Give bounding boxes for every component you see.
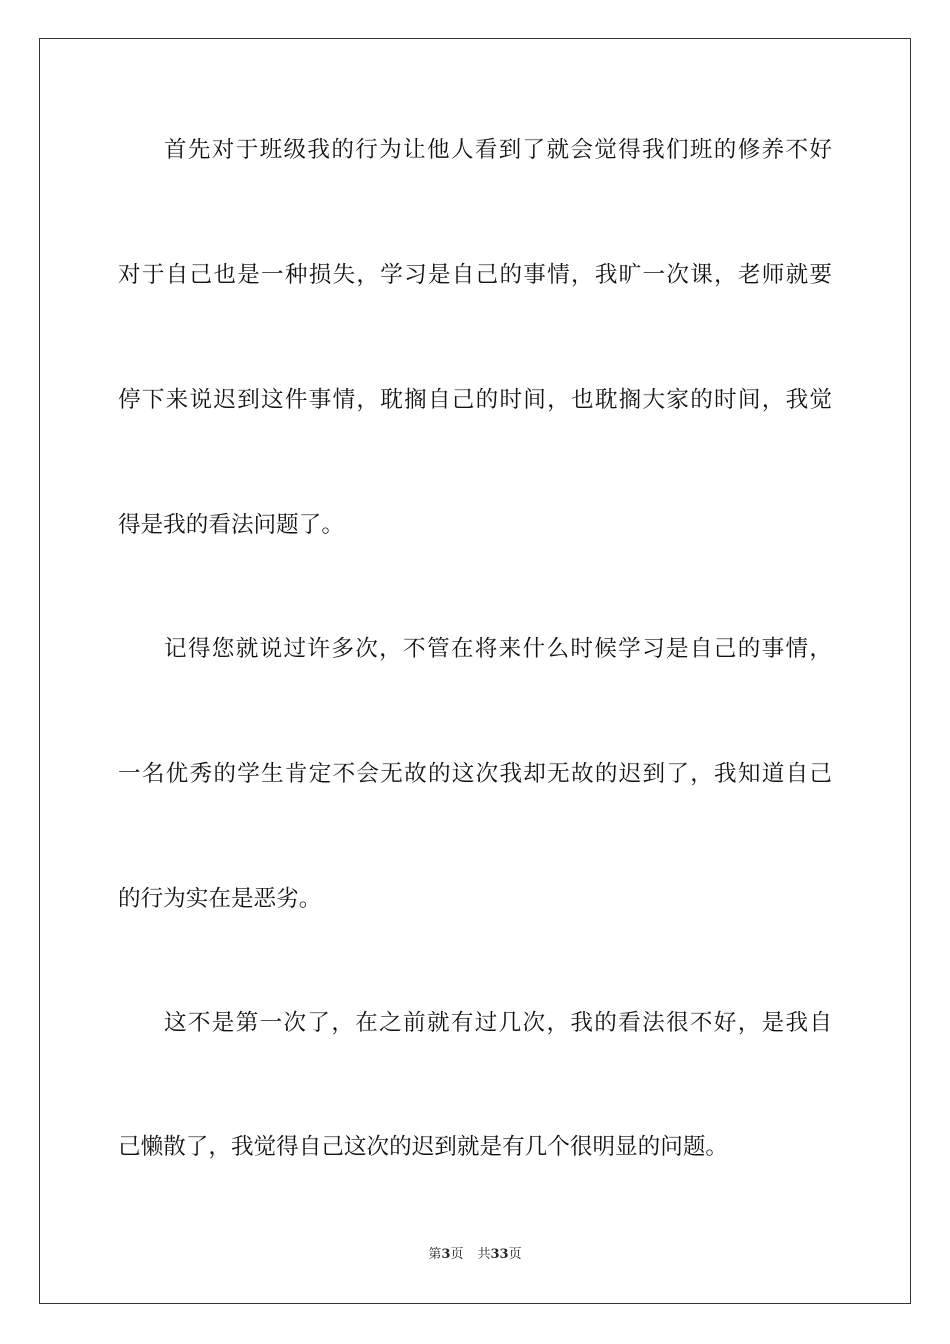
page-suffix: 页 — [450, 1247, 464, 1262]
paragraph-2-line-2: 一名优秀的学生肯定不会无故的这次我却无故的迟到了，我知道自己 — [118, 761, 832, 787]
paragraph-2-line-1: 记得您就说过许多次，不管在将来什么时候学习是自己的事情， — [164, 636, 832, 662]
paragraph-1-line-2: 对于自己也是一种损失，学习是自己的事情，我旷一次课，老师就要 — [118, 262, 832, 288]
page-frame — [39, 38, 911, 1304]
page-number: 3 — [441, 1247, 451, 1262]
paragraph-1-line-1: 首先对于班级我的行为让他人看到了就会觉得我们班的修养不好 — [164, 137, 832, 163]
paragraph-1-line-3: 停下来说迟到这件事情，耽搁自己的时间，也耽搁大家的时间，我觉 — [118, 387, 832, 413]
paragraph-1-line-4: 得是我的看法问题了。 — [118, 512, 344, 538]
total-suffix: 页 — [508, 1247, 522, 1262]
total-pages: 33 — [490, 1247, 509, 1262]
page-prefix: 第 — [428, 1247, 442, 1262]
paragraph-3-line-1: 这不是第一次了，在之前就有过几次，我的看法很不好，是我自 — [164, 1010, 832, 1036]
total-prefix: 共 — [477, 1247, 491, 1262]
page-footer — [0, 1245, 950, 1265]
paragraph-2-line-3: 的行为实在是恶劣。 — [118, 886, 322, 912]
paragraph-3-line-2: 己懒散了，我觉得自己这次的迟到就是有几个很明显的问题。 — [118, 1134, 729, 1160]
